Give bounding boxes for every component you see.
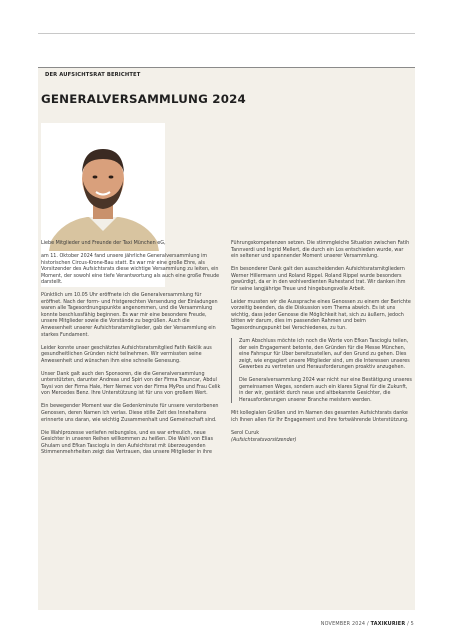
section-label: DER AUFSICHTSRAT BERICHTET bbox=[45, 72, 141, 78]
paragraph: Leider konnte unser geschätztes Aufsichtsratsmitglied Fatih Keklik aus gesundheitlichen Gründen nicht teilnehmen. Wir vermissten seine Anwesenheit und wünschen ihm eine schnelle Genesung. bbox=[41, 344, 212, 364]
paragraph-greeting: Liebe Mitglieder und Freunde der Taxi München eG, bbox=[41, 240, 166, 246]
footer-page-number: / 5 bbox=[407, 621, 414, 627]
paragraph: Zum Abschluss möchte ich noch die Worte von Efkan Tascioglu teilen, der sein Engagement betonte, den Gründen für die Messe München, eine Fahrspur für Uber bereitzustellen, auf den Grund zu gehen. Dies zeigt, wie engagiert unsere Mitglieder sind, um die Interessen unseres Gewerbes zu vertreten und Herausforderungen proaktiv anzugehen. bbox=[239, 338, 410, 371]
footer-date: NOVEMBER 2024 / bbox=[320, 621, 369, 627]
paragraph: Die Generalversammlung 2024 war nicht nur eine Bestätigung unseres gemeinsamen Weges, sondern auch ein klares Signal für die Zukunft, in der wir, gestärkt durch neue und altbekannte Gesichter, die Herausforderungen unserer Branche meistern werden. bbox=[239, 377, 412, 403]
article-headline: GENERALVERSAMMLUNG 2024 bbox=[41, 92, 246, 106]
signature-name: Serol Curuk bbox=[231, 430, 260, 437]
paragraph: Die Wahlprozesse verliefen reibungslos, und es war erfreulich, neue Gesichter in unseren Reihen willkommen zu heißen. Die Wahl von Elias Ghulam und Efkan Tascioglu in den Aufsichtsrat mit überzeugenden Stimmenmehrheiten zeigt das Vertrauen, das unsere Mitglieder in ihre bbox=[41, 429, 213, 456]
paragraph: Ein bewegender Moment war die Gedenkminute für unsere verstorbenen Genossen, deren Namen ich verlas. Diese stille Zeit des Innehaltens erinnerte uns daran, wie wichtig Zusammenhalt und Gemeinschaft sind. bbox=[41, 403, 219, 423]
footer-publication: TAXIKURIER bbox=[370, 621, 406, 627]
paragraph: Pünktlich um 10.05 Uhr eröffnete ich die Generalversammlung für eröffnet. Nach der form- und fristgerechten Versendung der Einladungen waren alle Tagesordnungspunkte angenommen, und die Versammlung konnte beschlussfähig beginnen. Es war mir eine besondere Freude, unsere Mitglieder sowie die Vorstände zu begrüßen. Auch die Anwesenheit unserer Aufsichtsratsmitglieder, gab der Versammlung ein starkes Fundament. bbox=[41, 292, 218, 338]
paragraph: Ein besonderer Dank galt den ausscheidenden Aufsichtsratsmitgliedern Werner Hillermann und Roland Rippel. Roland Rippel wurde besonders gewürdigt, da er in den wohlverdienten Ruhestand trat. Wir danken ihm für seine langjährige Treue und hingebungsvolle Arbeit. bbox=[231, 266, 406, 292]
paragraph: Führungskompetenzen setzen. Die stimmgleiche Situation zwischen Fatih Tanrıverdi und Ingrid Mellert, die durch ein Los entschieden wurde, war ein seltener und spannender Moment unserer Versammlung. bbox=[231, 240, 410, 260]
closing-paragraph: Mit kollegialen Grüßen und im Namen des gesamten Aufsichtsrats danke ich Ihnen allen für Ihr Engagement und Ihre fortwährende Unterstützung. bbox=[231, 410, 409, 424]
right-text-column bbox=[231, 240, 412, 450]
top-divider bbox=[38, 33, 415, 34]
article-panel bbox=[38, 67, 415, 610]
highlighted-text-block bbox=[231, 338, 412, 403]
left-text-column bbox=[41, 240, 221, 462]
paragraph: Unser Dank galt auch den Sponsoren, die die Generalversammlung unterstützten, darunter Andreas und Spiri von der Firma Trauncar, Abdul Taysi von der Firma Hale, Herr Nemec von der Firma MyPos und Frau Celik von Mercedes Benz. Ihre Unterstützung ist für uns von großem Wert. bbox=[41, 370, 221, 397]
signature-role: (Aufsichtsratsvorsitzender) bbox=[231, 436, 297, 443]
panel-top-rule bbox=[38, 67, 415, 68]
paragraph: am 11. Oktober 2024 fand unsere jährliche Generalversammlung im historischen Circus-Krone-Bau statt. Es war mir eine große Ehre, als Vorsitzender des Aufsichtsrats diese wichtige Versammlung zu leiten, ein Moment, der sowohl eine tiefe Verantwortung als auch eine große Freude darstellt. bbox=[41, 253, 220, 286]
page-footer bbox=[321, 621, 414, 627]
paragraph: Leider mussten wir die Aussprache eines Genossen zu einem der Berichte vorzeitig beenden, da die Diskussion vom Thema abwich. Es ist uns wichtig, dass jeder Genosse die Möglichkeit hat, sich zu äußern, jedoch bitten wir darum, dies im passenden Rahmen und beim Tagesordnungspunkt bei Verschiedenes, zu tun. bbox=[231, 298, 411, 332]
